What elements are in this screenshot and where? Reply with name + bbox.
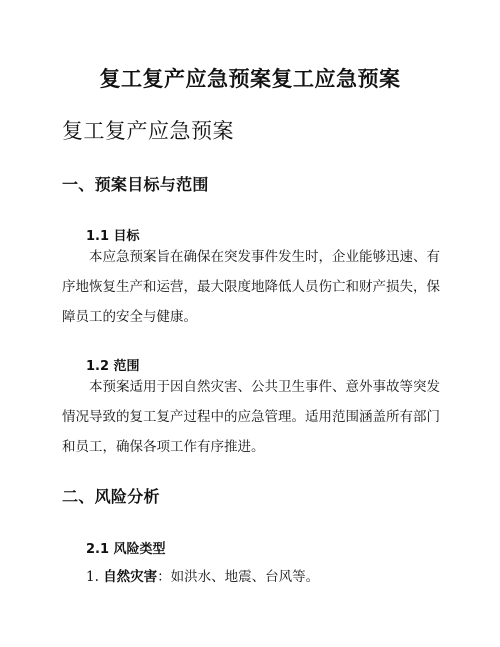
list-item-term: 自然灾害 [103, 569, 158, 585]
list-item-description: ：如洪水、地震、台风等。 [157, 569, 320, 585]
list-item-number: 1. [86, 569, 99, 585]
subsection-heading-goal: 1.1 目标 [86, 229, 140, 244]
subsection-heading-scope: 1.2 范围 [86, 359, 140, 374]
subsection-heading-risk-types: 2.1 风险类型 [86, 542, 166, 557]
paragraph-scope: 本预案适用于因自然灾害、公共卫生事件、意外事故等突发情况导致的复工复产过程中的应急管理。适用范围涵盖所有部门和员工，确保各项工作有序推进。 [62, 379, 440, 455]
section-heading-goals-scope: 一、预案目标与范围 [62, 175, 209, 194]
section-heading-risk-analysis: 二、风险分析 [62, 487, 160, 506]
paragraph-goal: 本应急预案旨在确保在突发事件发生时，企业能够迅速、有序地恢复生产和运营，最大限度地降低人员伤亡和财产损失，保障员工的安全与健康。 [62, 249, 440, 325]
list-item [86, 565, 319, 585]
document-title: 复工复产应急预案复工应急预案 [99, 67, 401, 91]
main-heading: 复工复产应急预案 [62, 119, 234, 143]
